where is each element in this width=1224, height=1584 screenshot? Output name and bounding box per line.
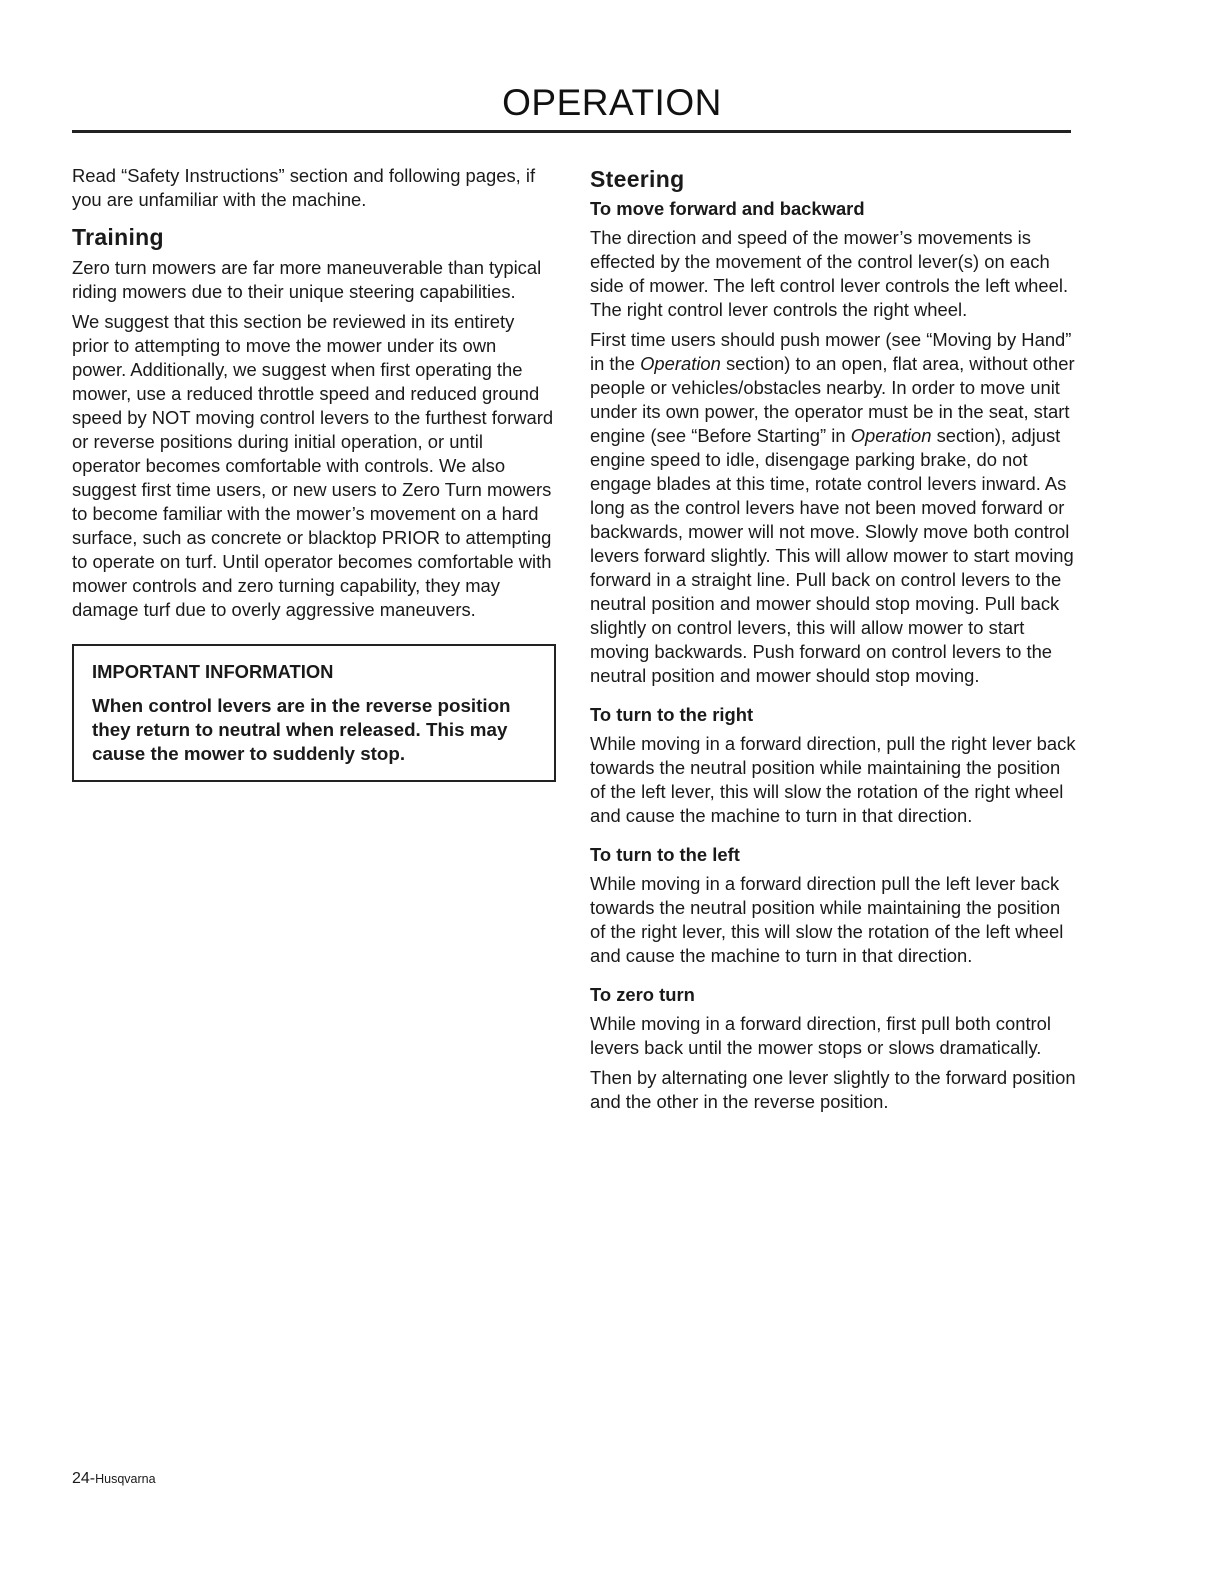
forward-backward-paragraph-1: The direction and speed of the mower’s movements is effected by the movement of the control lever(s) on each side of mower. The left control lever controls the left wheel. The right control lever controls the right wheel. <box>590 227 1069 320</box>
turn-left-paragraph: While moving in a forward direction pull the left lever back towards the neutral position while maintaining the position of the right lever, this will slow the rotation of the left wheel and cause the machine to turn in that direction. <box>590 873 1064 966</box>
turn-left-heading: To turn to the left <box>590 844 740 865</box>
forward-backward-heading: To move forward and backward <box>590 198 865 219</box>
left-column <box>72 164 554 782</box>
important-information-title: IMPORTANT INFORMATION <box>92 661 334 682</box>
page-title: OPERATION <box>502 82 722 123</box>
zero-turn-paragraph-1: While moving in a forward direction, first pull both control levers back until the mower stops or slows dramatically. <box>590 1013 1051 1058</box>
page-number: 24- <box>72 1470 96 1487</box>
right-column <box>590 164 1080 1120</box>
zero-turn-paragraph-2: Then by alternating one lever slightly to the forward position and the other in the reverse position. <box>590 1067 1076 1112</box>
title-divider <box>72 130 1071 133</box>
intro-paragraph: Read “Safety Instructions” section and following pages, if you are unfamiliar with the machine. <box>72 165 536 210</box>
training-heading: Training <box>72 224 164 250</box>
fb-p2-part-a: First time users should push mower (see “Moving by Hand” in the <box>590 329 1072 374</box>
turn-right-heading: To turn to the right <box>590 704 754 725</box>
forward-backward-paragraph-2 <box>590 328 1080 688</box>
turn-right-paragraph: While moving in a forward direction, pull the right lever back towards the neutral position while maintaining the position of the left lever, this will slow the rotation of the right wheel and cause the machine to turn in that direction. <box>590 733 1076 826</box>
training-paragraph-1: Zero turn mowers are far more maneuverable than typical riding mowers due to their unique steering capabilities. <box>72 257 542 302</box>
important-information-box <box>72 644 556 782</box>
operation-ref-1: Operation <box>640 353 721 374</box>
fb-p2-part-c: section), adjust engine speed to idle, disengage parking brake, do not engage blades at this time, rotate control levers inward. As long as the control levers have not been moved forward or backwards, mower will not move. Slowly move both control levers forward slightly. This will allow mower to start moving forward in a straight line. Pull back on control levers to the neutral position and mower should stop moving. Pull back slightly on control levers, this will allow mower to start moving backwards. Push forward on control levers to the neutral position and mower should stop moving. <box>590 425 1074 686</box>
training-paragraph-2: We suggest that this section be reviewed in its entirety prior to attempting to move the mower under its own power. Additionally, we suggest when first operating the mower, use a reduced throttle speed and reduced ground speed by NOT moving control levers to the furthest forward or reverse positions during initial operation, or until operator becomes comfortable with controls. We also suggest first time users, or new users to Zero Turn mowers to become familiar with the mower’s movement on a hard surface, such as concrete or blacktop PRIOR to attempting to operate on turf. Until operator becomes comfortable with mower controls and zero turning capability, they may damage turf due to overly aggressive maneuvers. <box>72 311 554 620</box>
page-footer <box>72 1470 156 1488</box>
operation-ref-2: Operation <box>850 425 932 446</box>
footer-brand: Husqvarna <box>95 1472 156 1486</box>
important-information-body: When control levers are in the reverse position they return to neutral when released. This may cause the mower to suddenly stop. <box>92 695 511 764</box>
fb-p2-part-b: section) to an open, flat area, without other people or vehicles/obstacles nearby. In order to move unit under its own power, the operator must be in the seat, start engine (see “Before Starting” in <box>590 353 1075 446</box>
zero-turn-heading: To zero turn <box>590 984 695 1005</box>
steering-heading: Steering <box>590 166 685 192</box>
